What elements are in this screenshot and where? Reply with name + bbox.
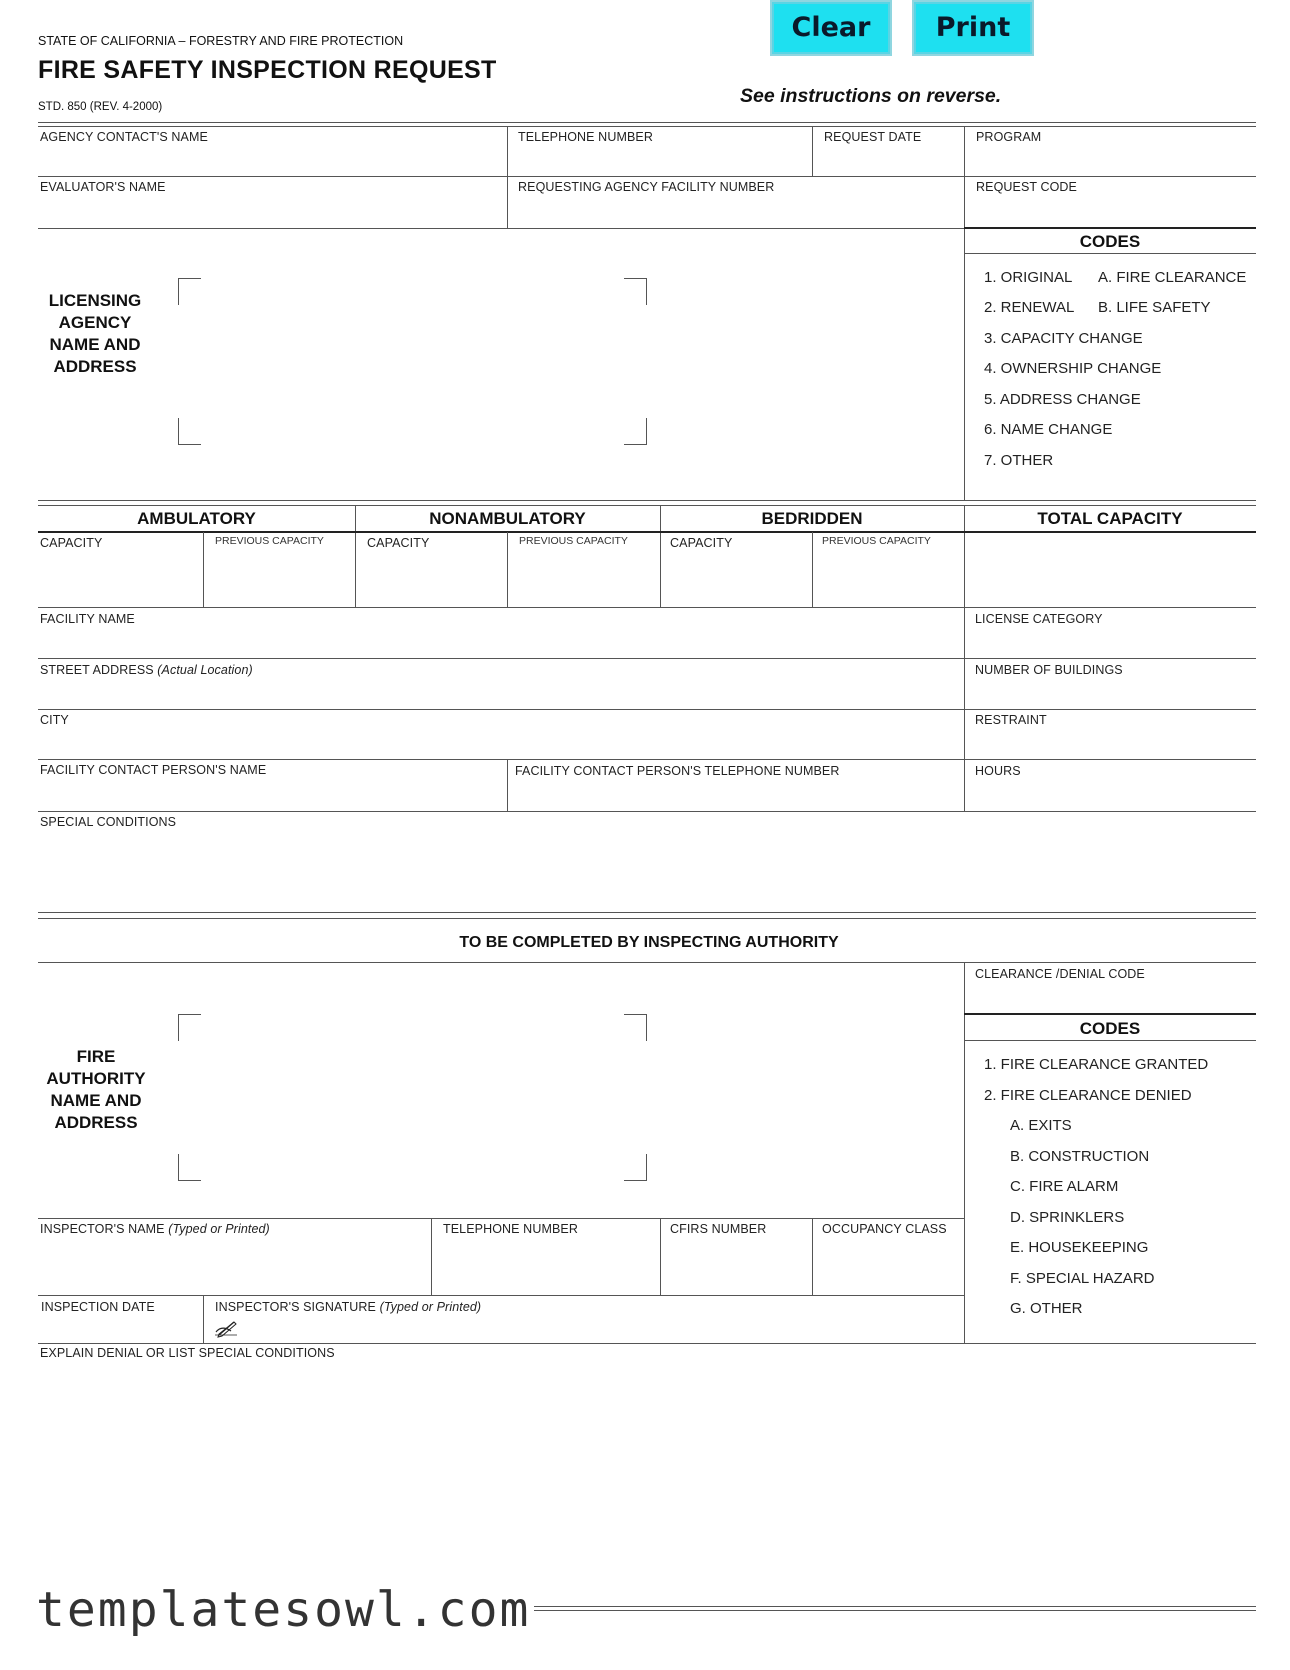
inspector-name-input[interactable] (40, 1245, 429, 1287)
explain-denial-input[interactable] (40, 1366, 1254, 1590)
requesting-facility-number-input[interactable] (518, 198, 960, 224)
fire-authority-address-input[interactable] (190, 1024, 624, 1168)
code-renewal: 2. RENEWAL (984, 299, 1075, 316)
bedridden-heading: BEDRIDDEN (761, 509, 863, 528)
code-construction: B. CONSTRUCTION (1010, 1148, 1150, 1165)
code-exits: A. EXITS (1010, 1117, 1072, 1134)
form-number: STD. 850 (REV. 4-2000) (38, 101, 163, 113)
evaluator-name-label: EVALUATOR'S NAME (40, 180, 166, 194)
signature-pen-icon[interactable] (213, 1318, 239, 1338)
ambulatory-capacity-input[interactable] (40, 560, 202, 602)
fire-authority-title: FIRE AUTHORITY NAME AND ADDRESS (46, 1047, 146, 1132)
license-category-label: LICENSE CATEGORY (975, 612, 1103, 626)
license-category-input[interactable] (975, 630, 1254, 656)
code-capacity-change: 3. CAPACITY CHANGE (984, 330, 1143, 347)
request-date-input[interactable] (824, 148, 960, 174)
facility-contact-name-input[interactable] (40, 781, 504, 807)
hours-input[interactable] (975, 781, 1254, 807)
code-name-change: 6. NAME CHANGE (984, 421, 1113, 438)
code-fire-clearance: A. FIRE CLEARANCE (1098, 269, 1247, 286)
code-fire-alarm: C. FIRE ALARM (1010, 1178, 1119, 1195)
code-other-clearance: G. OTHER (1010, 1300, 1083, 1317)
code-life-safety: B. LIFE SAFETY (1098, 299, 1211, 316)
code-address-change: 5. ADDRESS CHANGE (984, 391, 1141, 408)
ambulatory-heading: AMBULATORY (137, 509, 256, 528)
inspector-telephone-input[interactable] (438, 1245, 658, 1287)
inspection-date-input[interactable] (41, 1318, 201, 1342)
city-input[interactable] (40, 731, 962, 757)
total-capacity-input[interactable] (970, 545, 1254, 602)
street-address-label: STREET ADDRESS (Actual Location) (40, 663, 253, 677)
inspection-date-label: INSPECTION DATE (41, 1300, 155, 1314)
inspecting-authority-heading: TO BE COMPLETED BY INSPECTING AUTHORITY (459, 934, 839, 951)
clear-button[interactable]: Clear (770, 0, 892, 56)
request-code-label: REQUEST CODE (976, 180, 1077, 194)
code-housekeeping: E. HOUSEKEEPING (1010, 1239, 1149, 1256)
nonambulatory-previous-capacity-label: PREVIOUS CAPACITY (519, 535, 628, 547)
cfirs-number-input[interactable] (666, 1245, 810, 1287)
code-fire-clearance-denied: 2. FIRE CLEARANCE DENIED (984, 1087, 1192, 1104)
watermark: templatesowl.com (36, 1582, 534, 1638)
code-fire-clearance-granted: 1. FIRE CLEARANCE GRANTED (984, 1056, 1209, 1073)
bedridden-capacity-input[interactable] (665, 560, 811, 602)
explain-denial-label: EXPLAIN DENIAL OR LIST SPECIAL CONDITIONS (40, 1346, 335, 1360)
code-ownership-change: 4. OWNERSHIP CHANGE (984, 360, 1162, 377)
agency-contact-name-label: AGENCY CONTACT'S NAME (40, 130, 208, 144)
agency-header: STATE OF CALIFORNIA – FORESTRY AND FIRE PROTECTION (38, 34, 404, 48)
program-label: PROGRAM (976, 130, 1042, 144)
agency-contact-name-input[interactable] (40, 148, 504, 174)
code-original: 1. ORIGINAL (984, 269, 1073, 286)
bedridden-capacity-label: CAPACITY (670, 536, 733, 550)
telephone-number-input[interactable] (518, 148, 807, 174)
code-other: 7. OTHER (984, 452, 1054, 469)
number-of-buildings-label: NUMBER OF BUILDINGS (975, 663, 1123, 677)
clearance-denial-code-input[interactable] (975, 985, 1254, 1011)
nonambulatory-previous-capacity-input[interactable] (512, 560, 658, 602)
form-title: FIRE SAFETY INSPECTION REQUEST (38, 56, 497, 84)
nonambulatory-heading: NONAMBULATORY (429, 509, 586, 528)
total-capacity-heading: TOTAL CAPACITY (1037, 509, 1183, 528)
facility-contact-phone-input[interactable] (515, 781, 962, 807)
ambulatory-capacity-label: CAPACITY (40, 536, 103, 550)
occupancy-class-input[interactable] (818, 1245, 962, 1287)
licensing-agency-title: LICENSING AGENCY NAME AND ADDRESS (48, 291, 142, 376)
hours-label: HOURS (975, 764, 1021, 778)
cfirs-number-label: CFIRS NUMBER (670, 1222, 767, 1236)
restraint-label: RESTRAINT (975, 713, 1047, 727)
requesting-facility-number-label: REQUESTING AGENCY FACILITY NUMBER (518, 180, 775, 194)
clearance-denial-code-label: CLEARANCE /DENIAL CODE (975, 967, 1145, 981)
evaluator-name-input[interactable] (40, 198, 504, 224)
facility-name-input[interactable] (40, 630, 962, 656)
bedridden-previous-capacity-input[interactable] (817, 560, 963, 602)
facility-contact-phone-label: FACILITY CONTACT PERSON'S TELEPHONE NUMBER (515, 764, 840, 778)
program-input[interactable] (976, 148, 1252, 174)
city-label: CITY (40, 713, 69, 727)
number-of-buildings-input[interactable] (975, 681, 1254, 707)
request-code-input[interactable] (976, 198, 1252, 224)
request-codes-heading: CODES (1079, 232, 1141, 251)
inspector-name-label: INSPECTOR'S NAME (Typed or Printed) (40, 1222, 270, 1236)
inspector-signature-label: INSPECTOR'S SIGNATURE (Typed or Printed) (215, 1300, 482, 1314)
ambulatory-previous-capacity-label: PREVIOUS CAPACITY (215, 535, 324, 547)
facility-contact-name-label: FACILITY CONTACT PERSON'S NAME (40, 763, 267, 777)
nonambulatory-capacity-label: CAPACITY (367, 536, 430, 550)
inspector-signature-input[interactable] (244, 1318, 960, 1342)
restraint-input[interactable] (975, 731, 1254, 757)
licensing-agency-address-input[interactable] (190, 288, 624, 432)
street-address-input[interactable] (40, 681, 962, 707)
telephone-number-label: TELEPHONE NUMBER (518, 130, 653, 144)
instructions-note: See instructions on reverse. (740, 85, 1002, 107)
print-button[interactable]: Print (912, 0, 1034, 56)
special-conditions-input[interactable] (40, 833, 1254, 911)
nonambulatory-capacity-input[interactable] (360, 560, 506, 602)
special-conditions-label: SPECIAL CONDITIONS (40, 815, 177, 829)
code-sprinklers: D. SPRINKLERS (1010, 1209, 1125, 1226)
clearance-codes-heading: CODES (1079, 1019, 1141, 1038)
code-special-hazard: F. SPECIAL HAZARD (1010, 1270, 1155, 1287)
facility-name-label: FACILITY NAME (40, 612, 135, 626)
occupancy-class-label: OCCUPANCY CLASS (822, 1222, 947, 1236)
inspector-telephone-label: TELEPHONE NUMBER (443, 1222, 578, 1236)
bedridden-previous-capacity-label: PREVIOUS CAPACITY (822, 535, 931, 547)
ambulatory-previous-capacity-input[interactable] (208, 560, 354, 602)
request-date-label: REQUEST DATE (824, 130, 922, 144)
